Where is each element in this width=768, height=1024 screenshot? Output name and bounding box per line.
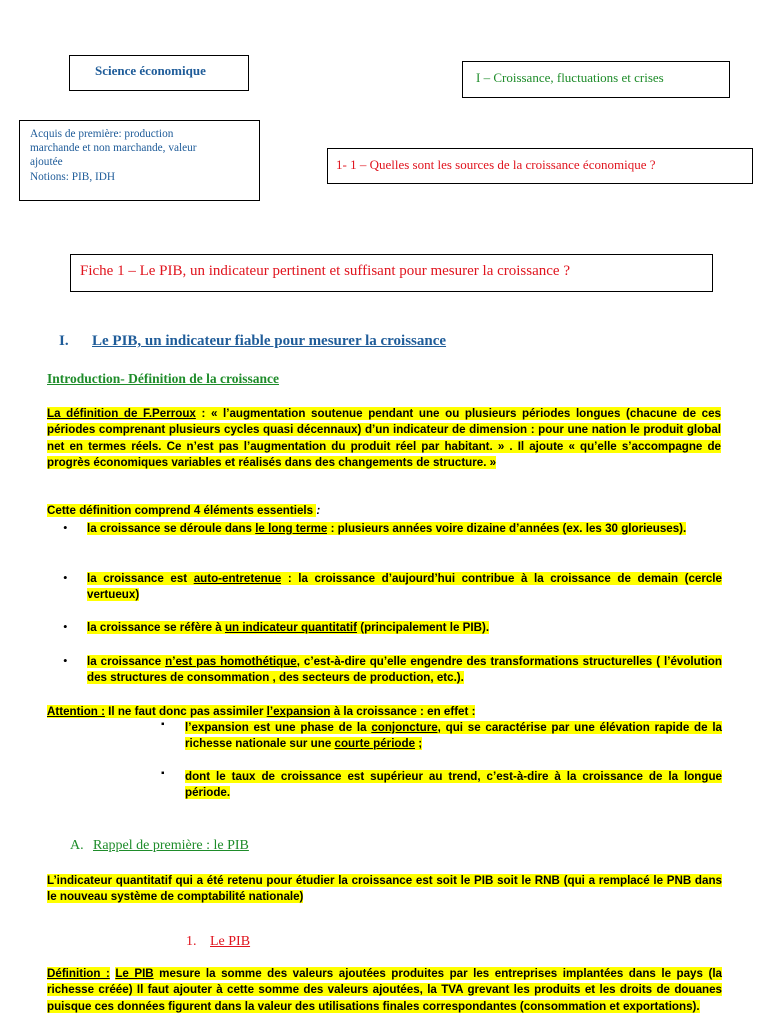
list-item-key: conjoncture, <box>371 721 441 734</box>
elements-intro-colon: : <box>316 504 321 517</box>
subsection-a-title: Rappel de première : le PIB <box>93 838 249 853</box>
elements-intro-text: Cette définition comprend 4 éléments essentiels <box>47 504 317 517</box>
attention-text: Il ne faut donc pas assimiler <box>104 705 267 718</box>
science-box <box>69 55 249 91</box>
bullet-icon: ▪ <box>161 768 165 779</box>
section-one-heading <box>59 333 447 350</box>
chapter-box <box>462 61 730 98</box>
section-one-title: Le PIB, un indicateur fiable pour mesurer la croissance <box>92 333 447 349</box>
section-one-number: I. <box>59 333 69 349</box>
subsection-one-heading <box>186 934 251 950</box>
question-box-label: 1- 1 – Quelles sont les sources de la croissance économique ? <box>336 157 656 172</box>
pib-definition <box>47 966 722 1015</box>
list-item-text: la croissance se déroule dans <box>87 522 256 535</box>
acquis-text <box>30 127 197 184</box>
list-item-text: l’expansion est une phase de la <box>185 721 372 734</box>
list-item <box>87 571 722 604</box>
list-item <box>185 769 722 802</box>
fiche-title: Fiche 1 – Le PIB, un indicateur pertinent et suffisant pour mesurer la croissance ? <box>80 263 570 279</box>
chapter-box-label: I – Croissance, fluctuations et crises <box>476 70 664 85</box>
list-item-text: : la croissance d’aujourd’hui contribue à la croissance de demain (cercle vertueux) <box>87 572 722 602</box>
list-item <box>87 620 722 636</box>
bullet-icon: • <box>63 653 68 668</box>
intro-heading: Introduction- Définition de la croissance <box>47 371 280 386</box>
list-item <box>87 654 722 687</box>
list-item-key: n’est pas homothétique <box>165 655 297 668</box>
question-box <box>327 148 753 184</box>
subsection-a-heading <box>70 838 249 854</box>
list-item-key: courte période <box>334 737 416 751</box>
pib-definition-key: Le PIB <box>115 967 154 980</box>
bullet-icon: • <box>63 570 68 585</box>
attention-key: l’expansion <box>266 705 331 718</box>
subsection-a-letter: A. <box>70 838 84 853</box>
acquis-box <box>19 120 260 201</box>
science-box-label: Science économique <box>95 63 206 78</box>
indicator-paragraph <box>47 873 722 906</box>
bullet-icon: • <box>63 520 68 535</box>
list-item-key: le long terme <box>255 522 328 535</box>
elements-intro <box>47 503 320 519</box>
perroux-label: La définition de F.Perroux <box>47 407 196 420</box>
attention-line <box>47 704 722 720</box>
list-item-text: ; <box>415 737 423 751</box>
perroux-text: : « l’augmentation soutenue pendant une ou plusieurs périodes longues (chacune de ces périodes comprenant plusieurs cycles quasi décennaux) d’un indicateur de dimension : pour une nation le produit global net en termes réels. Ce n’est pas l’augmentation du produit réel par habitant. » . Il ajoute « qu’elle s’accompagne de progrès économiques variables et réalisés dans des changements de structure. » <box>47 407 721 469</box>
subsection-one-title: Le PIB <box>210 934 251 949</box>
bullet-icon: • <box>63 619 68 634</box>
subsection-one-number: 1. <box>186 934 197 949</box>
attention-label: Attention : <box>47 705 105 718</box>
list-item-text: : plusieurs années voire dizaine d’années (ex. les 30 glorieuses). <box>327 522 687 535</box>
indicator-text: L’indicateur quantitatif qui a été retenu pour étudier la croissance est soit le PIB soit le RNB (qui a remplacé le PNB dans le nouveau système de comptabilité nationale) <box>47 874 722 904</box>
list-item-key: un indicateur quantitatif <box>224 621 357 634</box>
list-item-text: la croissance est <box>87 572 194 585</box>
fiche-title-box <box>70 254 713 292</box>
list-item-text: , c’est-à-dire qu’elle engendre des transformations structurelles ( l’évolution des structures de consommation , des secteurs de production, etc.). <box>87 655 722 685</box>
bullet-icon: ▪ <box>161 719 165 730</box>
list-item <box>185 720 722 753</box>
attention-text: à la croissance : en effet : <box>330 705 476 718</box>
acquis-line: Acquis de première: production <box>30 128 174 140</box>
list-item <box>87 521 722 537</box>
list-item-text: la croissance <box>87 655 166 668</box>
list-item-text: la croissance se réfère à <box>87 621 225 634</box>
list-item-key: auto-entretenue <box>193 572 282 585</box>
list-item-text: (principalement le PIB). <box>356 621 490 634</box>
acquis-line: Notions: PIB, IDH <box>30 170 116 183</box>
list-item-text: dont le taux de croissance est supérieur au trend, c’est-à-dire à la croissance de la longue période. <box>185 770 722 800</box>
acquis-line: ajoutée <box>30 156 63 169</box>
pib-definition-text: mesure la somme des valeurs ajoutées produites par les entreprises implantées dans le pays (la richesse créée) Il faut ajouter à cette somme des valeurs ajoutées, la TVA grevant les produits et les droits de douanes puisque ces données figurent dans la valeur des utilisations finales correspondantes (consommation et exportations). <box>47 967 722 1013</box>
pib-definition-label: Définition : <box>47 967 110 980</box>
list-item-text: qui se caractérise par une élévation rapide de la richesse nationale sur une <box>185 721 722 751</box>
acquis-line: marchande et non marchande, valeur <box>30 142 197 155</box>
perroux-definition <box>47 406 721 471</box>
